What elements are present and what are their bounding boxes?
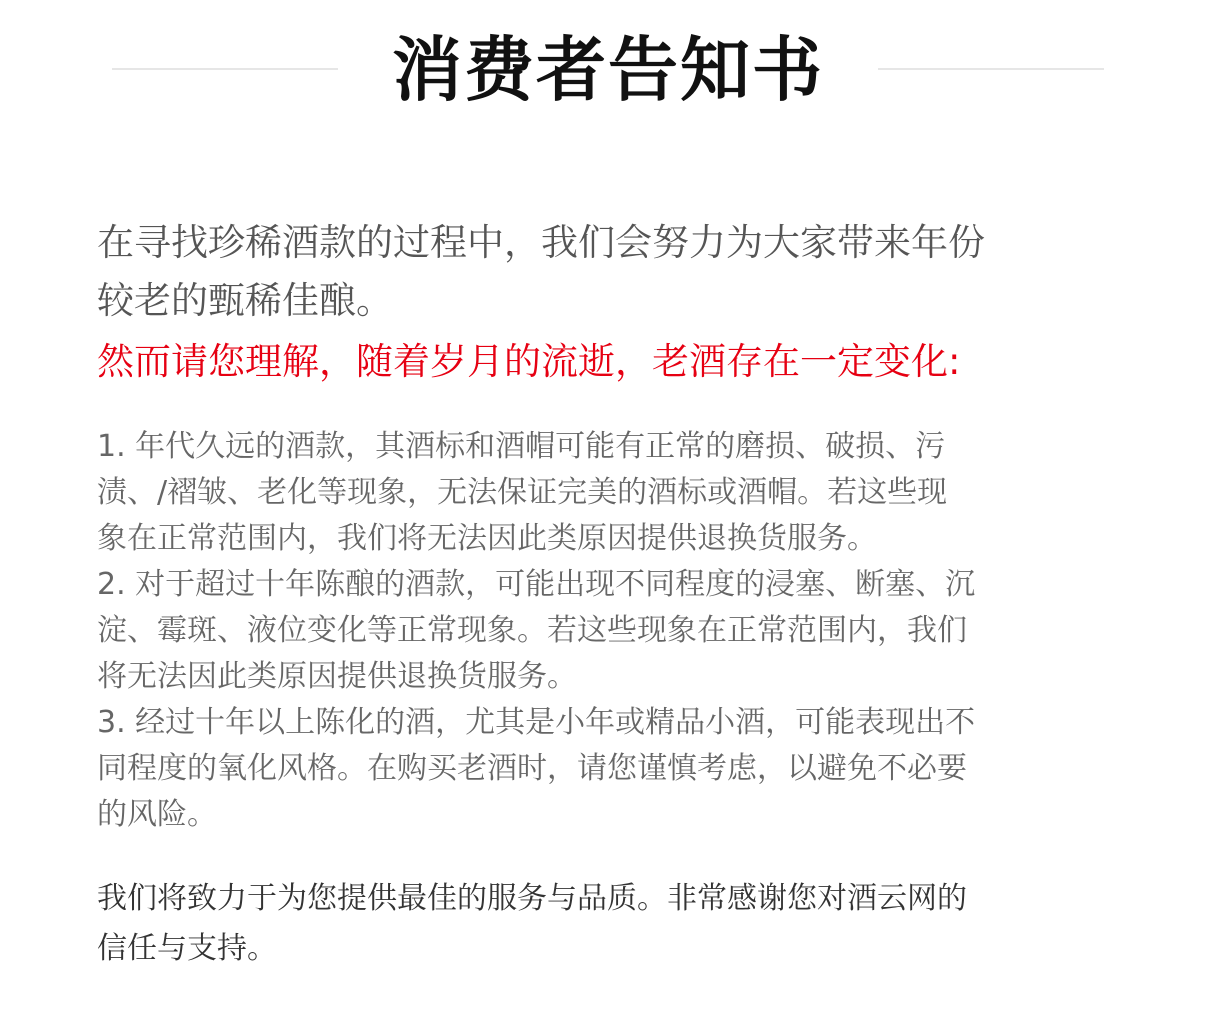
notice-item xyxy=(97,700,1077,838)
closing-paragraph xyxy=(97,874,1077,974)
header xyxy=(0,20,1216,120)
warning-text: 然而请您理解，随着岁月的流逝，老酒存在一定变化: xyxy=(97,340,961,383)
notice-line: 象在正常范围内，我们将无法因此类原因提供退换货服务。 xyxy=(97,521,877,556)
notice-item xyxy=(97,562,1077,700)
intro-paragraph xyxy=(97,214,1077,330)
left-divider xyxy=(112,68,338,70)
notice-line: 1. 年代久远的酒款，其酒标和酒帽可能有正常的磨损、破损、污 xyxy=(97,429,946,464)
notice-line: 3. 经过十年以上陈化的酒，尤其是小年或精品小酒，可能表现出不 xyxy=(97,705,976,740)
notice-line: 渍、/褶皱、老化等现象，无法保证完美的酒标或酒帽。若这些现 xyxy=(97,475,948,510)
closing-line: 信任与支持。 xyxy=(97,931,277,966)
right-divider xyxy=(878,68,1104,70)
notice-line: 淀、霉斑、液位变化等正常现象。若这些现象在正常范围内，我们 xyxy=(97,613,967,648)
notice-item xyxy=(97,424,1077,562)
notice-line: 将无法因此类原因提供退换货服务。 xyxy=(97,659,577,694)
notice-line: 2. 对于超过十年陈酿的酒款，可能出现不同程度的浸塞、断塞、沉 xyxy=(97,567,976,602)
notice-line: 同程度的氧化风格。在购买老酒时，请您谨慎考虑，以避免不必要 xyxy=(97,751,967,786)
notice-list xyxy=(97,424,1077,838)
intro-line: 较老的甄稀佳酿。 xyxy=(97,279,393,322)
notice-line: 的风险。 xyxy=(97,797,217,832)
intro-line: 在寻找珍稀酒款的过程中，我们会努力为大家带来年份 xyxy=(97,221,985,264)
page-title: 消费者告知书 xyxy=(392,29,824,111)
closing-line: 我们将致力于为您提供最佳的服务与品质。非常感谢您对酒云网的 xyxy=(97,881,967,916)
notice-content xyxy=(97,214,1077,974)
